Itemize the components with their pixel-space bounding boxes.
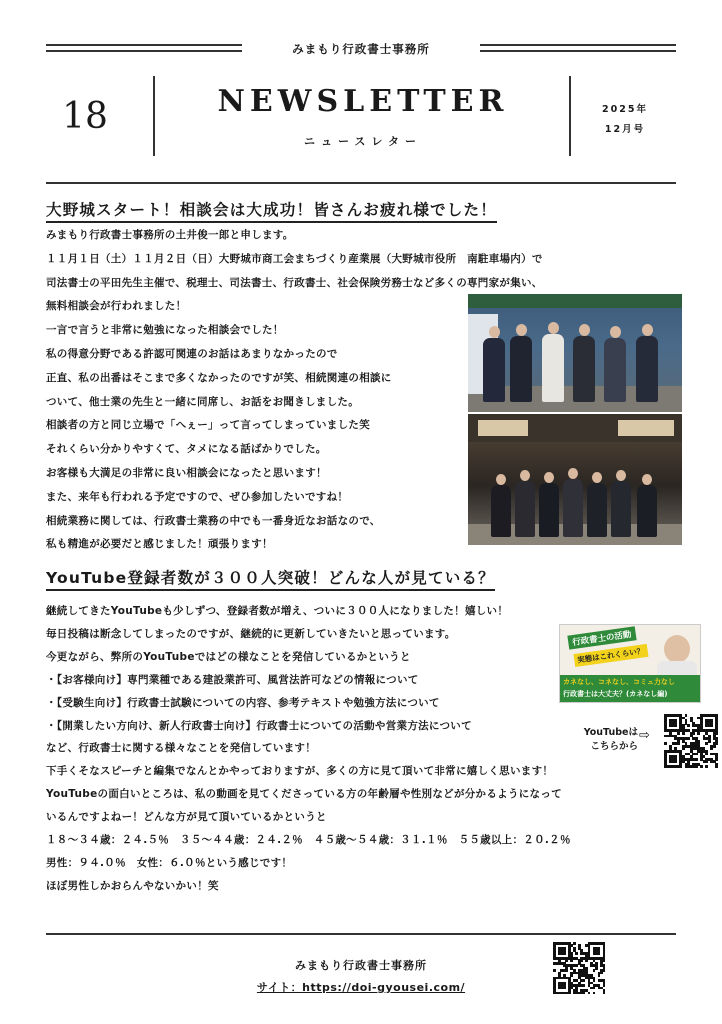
- thumbnail-banner-1: 行政書士の活動: [567, 626, 636, 649]
- article1-body-line: ついて、他士業の先生と一緒に同席し、お話をお聞きしました。: [46, 395, 359, 408]
- article2-body-line: 下手くそなスピーチと編集でなんとかやっておりますが、多くの方に見て頂いて非常に嬉しく思います！: [46, 765, 554, 778]
- article2-body-line: いるんですよねー！どんな方が見て頂いているかというと: [46, 811, 327, 824]
- header-org-name: みまもり行政書士事務所: [292, 42, 430, 56]
- consultation-group-photo-indoor: [468, 414, 682, 545]
- youtube-qr-label-1: YouTubeは: [583, 727, 638, 738]
- thumbnail-caption-2: 行政書士は大丈夫？(カネなし編): [563, 690, 668, 698]
- article2-body-line: YouTubeの面白いところは、私の動画を見てくださっている方の年齢層や性別などが分かるようになって: [46, 788, 562, 801]
- newsletter-subtitle: ニュースレター: [303, 135, 422, 148]
- top-double-rule-right-2: [480, 50, 676, 52]
- article1-body-line: 司法書士の平田先生主催で、税理士、司法書士、行政書士、社会保険労務士など多くの専門家が集い、: [46, 276, 543, 289]
- article2-body-line: ほぼ男性しかおらんやないかい！笑: [46, 879, 219, 892]
- newsletter-title: NEWSLETTER: [217, 84, 509, 119]
- article1-heading: 大野城スタート！相談会は大成功！皆さんお疲れ様でした！: [46, 198, 497, 223]
- top-double-rule-left-1: [46, 44, 242, 46]
- top-double-rule-left-2: [46, 50, 242, 52]
- article2-body-line: ・【お客様向け】専門業種である建設業許可、風営法許可などの情報について: [46, 673, 419, 686]
- article1-body-line: それくらい分かりやすくて、タメになる話ばかりでした。: [46, 443, 327, 456]
- article2-body-line: 男性：９４.０％ 女性：６.０％という感じです！: [46, 856, 293, 869]
- article1-body-line: お客様も大満足の非常に良い相談会になったと思います！: [46, 467, 327, 479]
- issue-month: 12月号: [604, 124, 646, 135]
- youtube-qr-label-2: こちらから: [590, 741, 638, 752]
- article1-body-line: 私の得意分野である許認可関連のお話はあまりなかったので: [46, 348, 338, 360]
- thumbnail-caption-1: カネなし、コネなし、コミュ力なし: [563, 678, 675, 686]
- article1-body-line: みまもり行政書士事務所の土井俊一郎と申します。: [46, 229, 294, 241]
- article2-body-line: 継続してきたYouTubeも少しずつ、登録者数が増え、ついに３００人になりました！嬉しい！: [46, 605, 509, 617]
- article2-body-line: 毎日投稿は断念してしまったのですが、継続的に更新していきたいと思っています。: [46, 627, 456, 640]
- article1-body-line: 一言で言うと非常に勉強になった相談会でした！: [46, 324, 284, 337]
- article1-body-line: 正直、私の出番はそこまで多くなかったのですが笑、相続関連の相談に: [46, 371, 392, 384]
- article2-body-line: など、行政書士に関する様々なことを発信しています！: [46, 742, 316, 755]
- consultation-group-photo-outdoor: [468, 294, 682, 412]
- footer-rule: [46, 933, 676, 935]
- article1-body-line: 相談者の方と同じ立場で「へぇー」って言ってしまっていました笑: [46, 419, 370, 432]
- footer-site-link[interactable]: サイト：https://doi-gyousei.com/: [256, 981, 466, 994]
- article2-body-line: １８～３４歳：２４.５％ ３５～４４歳：２４.２％ ４５歳～５４歳：３１.１％ ５５歳以上：２０.２％: [46, 834, 571, 846]
- footer-org-name: みまもり行政書士事務所: [295, 959, 427, 972]
- article2-body-line: ・【開業したい方向け、新人行政書士向け】行政書士についての活動や営業方法について: [46, 719, 472, 732]
- header-divider-left: [153, 76, 155, 156]
- article1-body-line: 無料相談会が行われました！: [46, 300, 187, 313]
- article1-body-line: 私も精進が必要だと感じました！頑張ります！: [46, 538, 273, 551]
- article2-heading: YouTube登録者数が３００人突破！どんな人が見ている？: [46, 566, 495, 591]
- youtube-qr-code[interactable]: [664, 714, 718, 768]
- issue-year: 2025年: [602, 104, 648, 115]
- article1-body-line: また、来年も行われる予定ですので、ぜひ参加したいですね！: [46, 490, 349, 503]
- site-qr-code[interactable]: [553, 942, 605, 994]
- article2-body-line: ・【受験生向け】行政書士試験についての内容、参考テキストや勉強方法について: [46, 696, 440, 709]
- article1-body-line: 相続業務に関しては、行政書士業務の中でも一番身近なお話なので、: [46, 514, 381, 527]
- article2-body-line: 今更ながら、弊所のYouTubeではどの様なことを発信しているかというと: [46, 650, 411, 663]
- header-divider-right: [569, 76, 571, 156]
- thumbnail-banner-2: 実態はこれくらい？: [573, 644, 648, 667]
- header-bottom-rule: [46, 182, 676, 184]
- top-double-rule-right-1: [480, 44, 676, 46]
- issue-number: 18: [62, 96, 108, 137]
- article1-body-line: １１月１日（土）１１月２日（日）大野城市商工会まちづくり産業展（大野城市役所 南駐車場内）で: [46, 252, 543, 265]
- arrow-right-icon: ⇨: [639, 728, 650, 743]
- youtube-thumbnail: [559, 624, 701, 703]
